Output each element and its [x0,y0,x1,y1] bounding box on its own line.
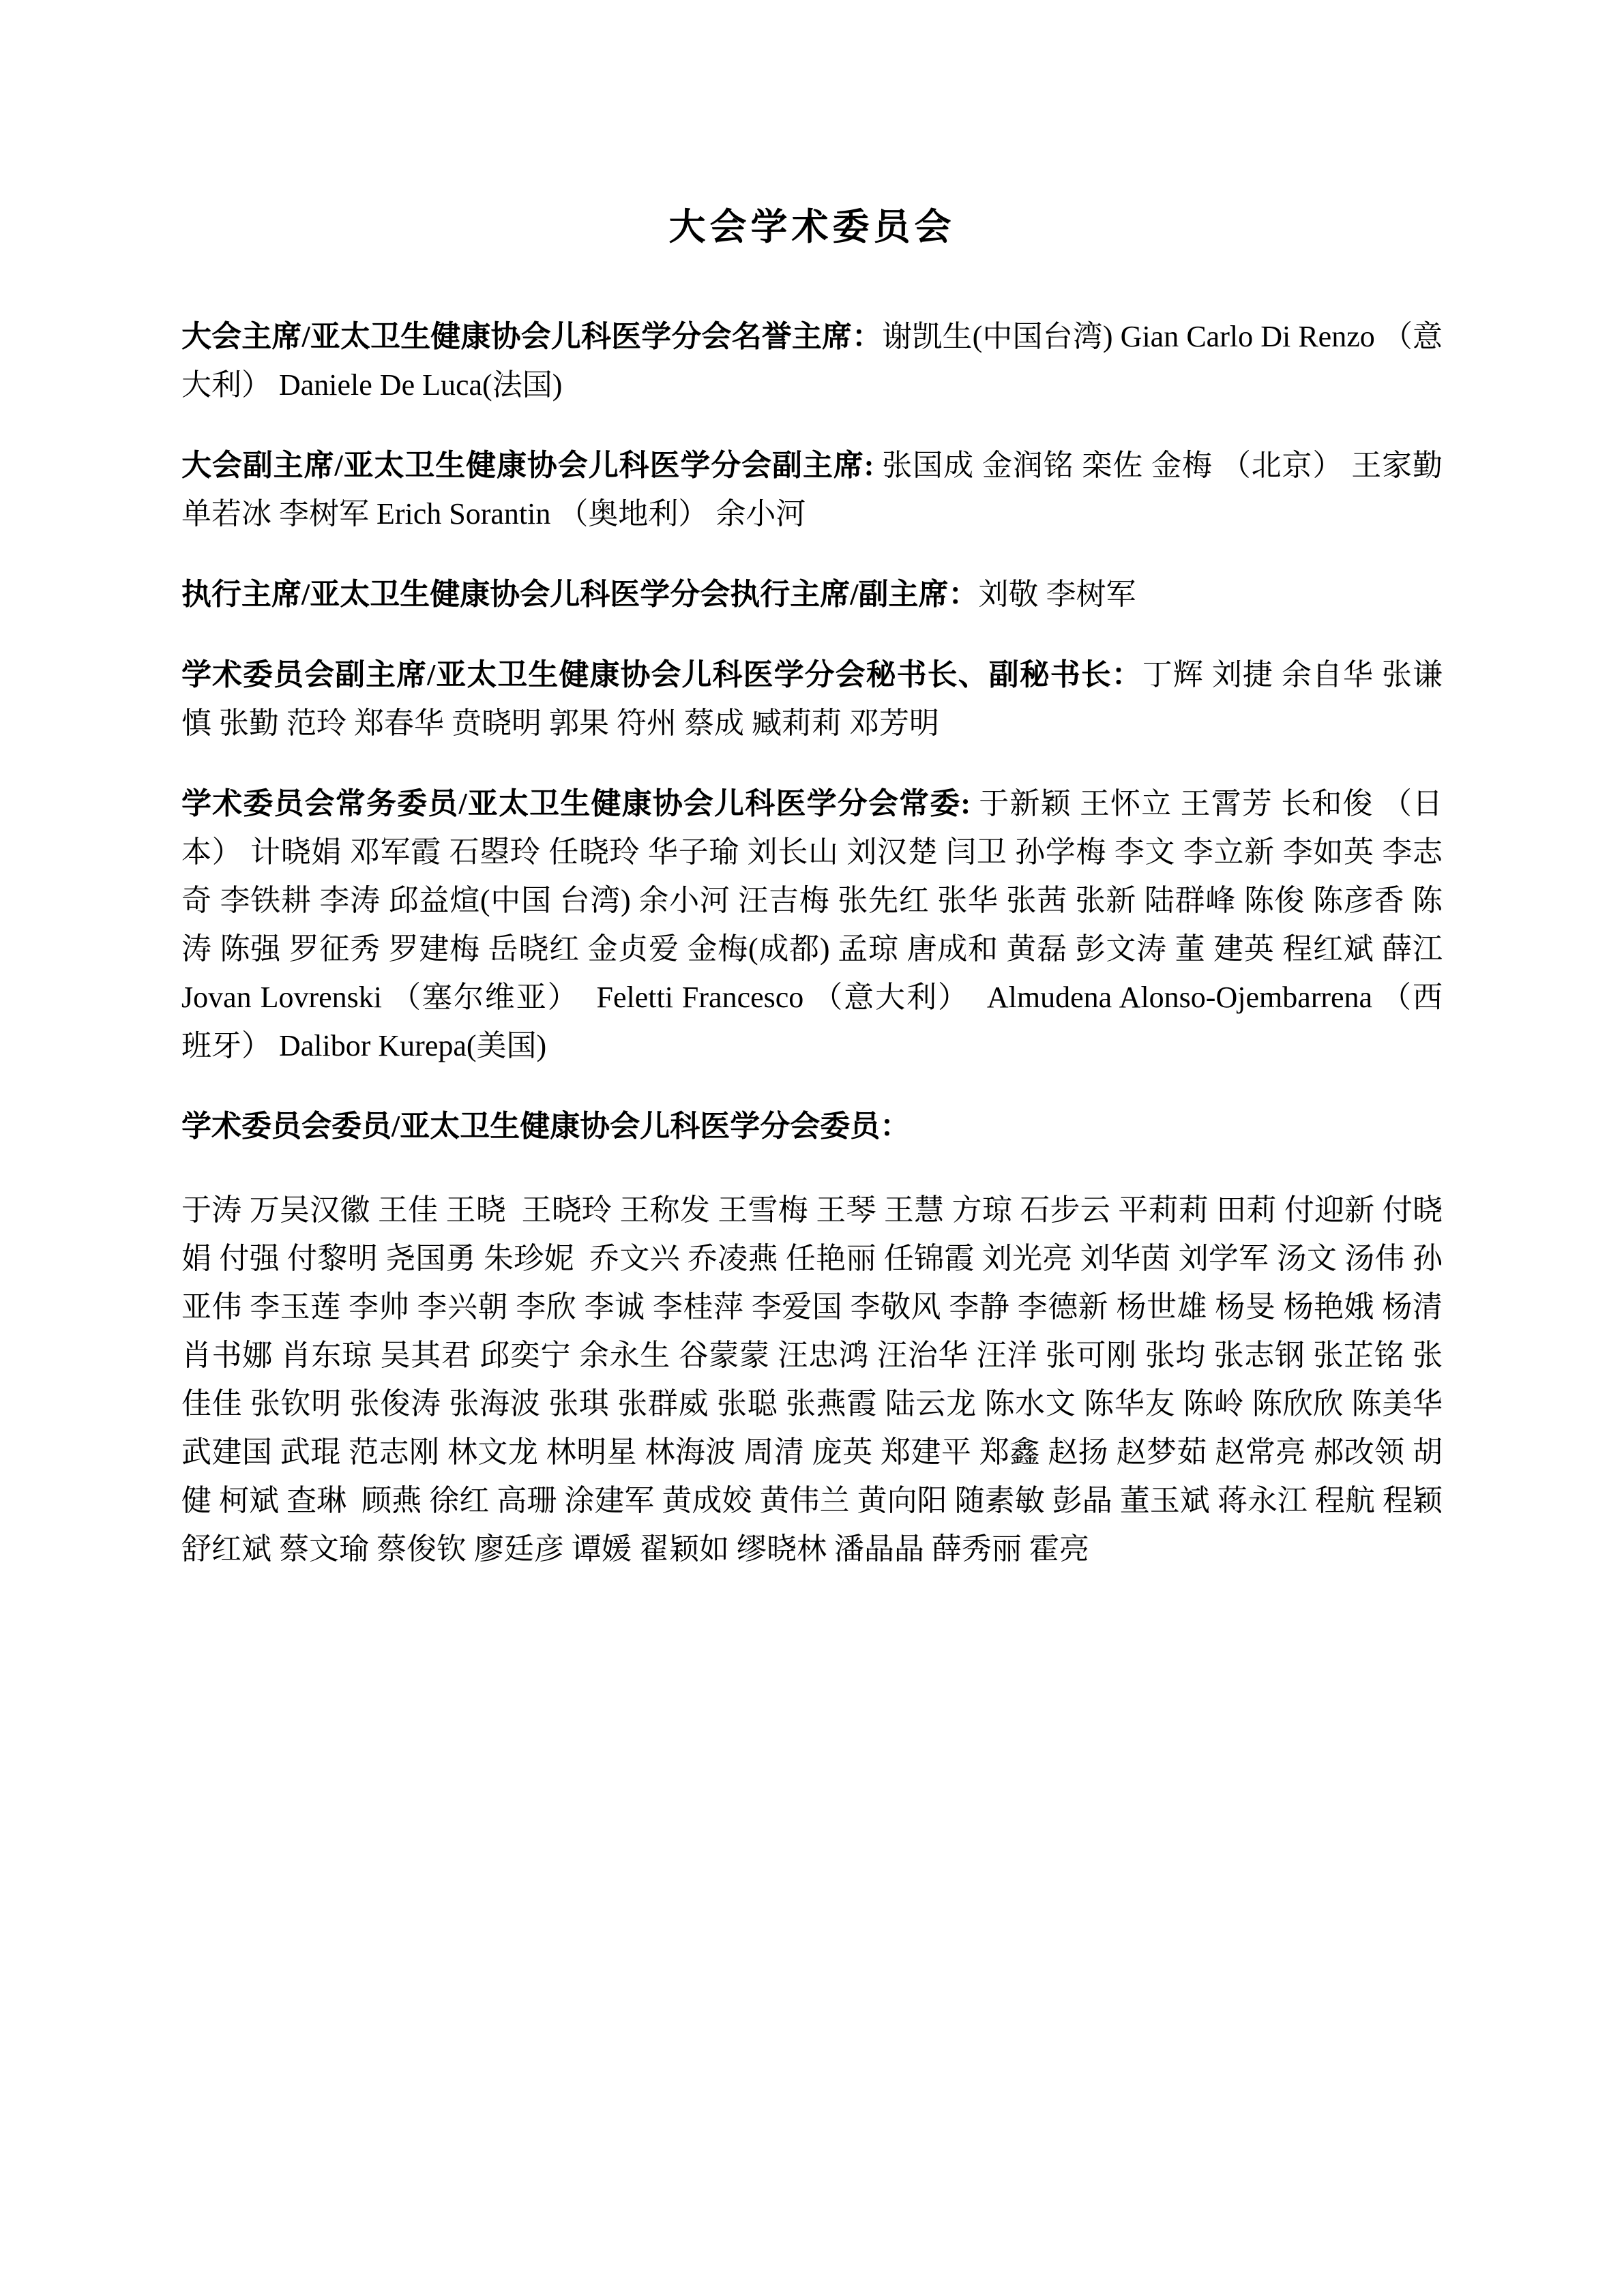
secretaries-label: 学术委员会副主席/亚太卫生健康协会儿科医学分会秘书长、副秘书长： [181,658,1142,691]
honorary-chairs-label: 大会主席/亚太卫生健康协会儿科医学分会名誉主席： [181,320,883,353]
executive-chairs-label: 执行主席/亚太卫生健康协会儿科医学分会执行主席/副主席： [181,578,979,611]
paragraph-vice-chairs [181,441,1451,538]
executive-chairs-names: 刘敬 李树军 [978,578,1136,611]
paragraph-honorary-chairs [181,312,1443,409]
vice-chairs-names: 张国成 金润铭 栾佐 金梅 （北京） 王家勤 单若冰 李树军 Erich Sorantin （奥地利） 余小河 [181,449,1451,531]
members-heading: 学术委员会委员/亚太卫生健康协会儿科医学分会委员： [181,1109,911,1143]
members-list: 于涛 万吴汉徽 王佳 王晓 王晓玲 王称发 王雪梅 王琴 王慧 方琼 石步云 平莉莉 田莉 付迎新 付晓娟 付强 付黎明 尧国勇 朱珍妮 乔文兴 乔凌燕 任艳丽 任锦霞 刘光亮 刘华茵 刘学军 汤文 汤伟 孙亚伟 李玉莲 李帅 李兴朝 李欣 李诚 李桂萍 李爱国 李敬风 李静 李德新 杨世雄 杨旻 杨艳娥 杨清 肖书娜 肖东琼 吴其君 邱奕宁 余永生 谷蒙蒙 汪忠鸿 汪治华 汪洋 张可刚 张均 张志钢 张芷铭 张佳佳 张钦明 张俊涛 张海波 张琪 张群威 张聪 张燕霞 陆云龙 陈水文 陈华友 陈岭 陈欣欣 陈美华 武建国 武琨 范志刚 林文龙 林明星 林海波 周清 庞英 郑建平 郑鑫 赵扬 赵梦茹 赵常亮 郝改领 胡健 柯斌 查琳 顾燕 徐红 高珊 涂建军 黄成姣 黄伟兰 黄向阳 随素敏 彭晶 董玉斌 蒋永江 程航 程颖 舒红斌 蔡文瑜 蔡俊钦 廖廷彦 谭媛 翟颖如 缪晓林 潘晶晶 薛秀丽 霍亮 [181,1193,1450,1566]
secretaries-names: 丁辉 刘捷 余自华 张谦慎 张勤 范玲 郑春华 贲晓明 郭果 符州 蔡成 臧莉莉 邓芳明 [181,658,1443,740]
paragraph-executive-chairs [181,570,1443,618]
paragraph-secretaries [181,651,1443,747]
paragraph-standing-committee [181,779,1458,1070]
honorary-chairs-names: 谢凯生(中国台湾) Gian Carlo Di Renzo （意大利） Daniele De Luca(法国) [181,320,1443,402]
standing-committee-names: 于新颖 王怀立 王霄芳 长和俊 （日本） 计晓娟 邓军霞 石曌玲 任晓玲 华子瑜 刘长山 刘汉楚 闫卫 孙学梅 李文 李立新 李如英 李志奇 李铁耕 李涛 邱益煊(中国 台湾) 余小河 汪吉梅 张先红 张华 张茜 张新 陆群峰 陈俊 陈彦香 陈涛 陈强 罗征秀 罗建梅 岳晓红 金贞爱 金梅(成都) 孟琼 唐成和 黄磊 彭文涛 董 建英 程红斌 薛江 Jovan Lovrenski （塞尔维亚） Feletti Francesco （意大利） Almudena Alonso-Ojembarrena （西班牙） Dalibor Kurepa(美国) [181,787,1458,1062]
vice-chairs-label: 大会副主席/亚太卫生健康协会儿科医学分会副主席: [181,449,874,482]
page-title: 大会学术委员会 [668,207,956,248]
standing-committee-label: 学术委员会常务委员/亚太卫生健康协会儿科医学分会常委: [181,787,971,820]
